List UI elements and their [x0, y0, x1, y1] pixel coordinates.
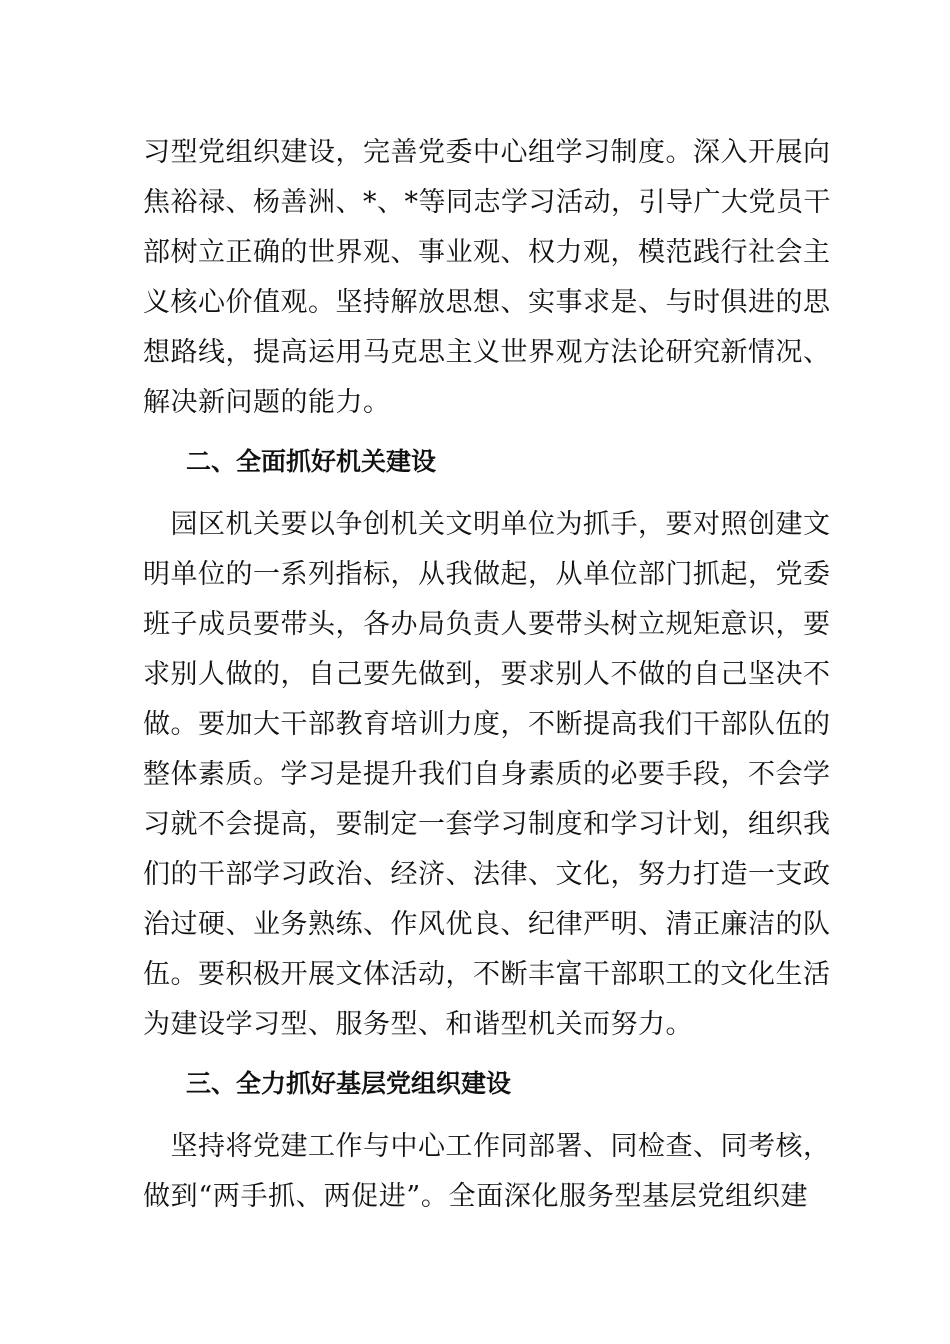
paragraph-1-line-6: 解决新问题的能力。	[143, 387, 391, 418]
paragraph-1-line-5: 想路线，提高运用马克思主义世界观方法论研究新情况、	[143, 337, 831, 368]
section-heading-3: 三、全力抓好基层党组织建设	[186, 1069, 512, 1098]
paragraph-2-line-10: 伍。要积极开展文体活动，不断丰富干部职工的文化生活	[143, 959, 831, 990]
paragraph-3-line-2: 做到“两手抓、两促进”。全面深化服务型基层党组织建	[143, 1181, 808, 1212]
paragraph-1-line-2: 焦裕禄、杨善洲、*、*等同志学习活动，引导广大党员干	[143, 187, 831, 218]
paragraph-1-line-1: 习型党组织建设，完善党委中心组学习制度。深入开展向	[143, 137, 831, 168]
paragraph-3-line-1: 坚持将党建工作与中心工作同部署、同检查、同考核，	[143, 1131, 831, 1162]
section-heading-2: 二、全面抓好机关建设	[186, 447, 437, 476]
paragraph-1-line-3: 部树立正确的世界观、事业观、权力观，模范践行社会主	[143, 237, 831, 268]
paragraph-2-line-7: 习就不会提高，要制定一套学习制度和学习计划，组织我	[143, 809, 831, 840]
paragraph-2-line-1: 园区机关要以争创机关文明单位为抓手，要对照创建文	[143, 509, 831, 540]
paragraph-2-line-5: 做。要加大干部教育培训力度，不断提高我们干部队伍的	[143, 709, 831, 740]
paragraph-2-line-9: 治过硬、业务熟练、作风优良、纪律严明、清正廉洁的队	[143, 909, 831, 940]
paragraph-2-line-2: 明单位的一系列指标，从我做起，从单位部门抓起，党委	[143, 559, 831, 590]
paragraph-2-line-8: 们的干部学习政治、经济、法律、文化，努力打造一支政	[143, 859, 831, 890]
paragraph-2-line-3: 班子成员要带头，各办局负责人要带头树立规矩意识，要	[143, 609, 831, 640]
paragraph-2-line-11: 为建设学习型、服务型、和谐型机关而努力。	[143, 1009, 693, 1040]
paragraph-2-line-6: 整体素质。学习是提升我们自身素质的必要手段，不会学	[143, 759, 831, 790]
paragraph-1-line-4: 义核心价值观。坚持解放思想、实事求是、与时俱进的思	[143, 287, 831, 318]
paragraph-2-line-4: 求别人做的，自己要先做到，要求别人不做的自己坚决不	[143, 659, 831, 690]
